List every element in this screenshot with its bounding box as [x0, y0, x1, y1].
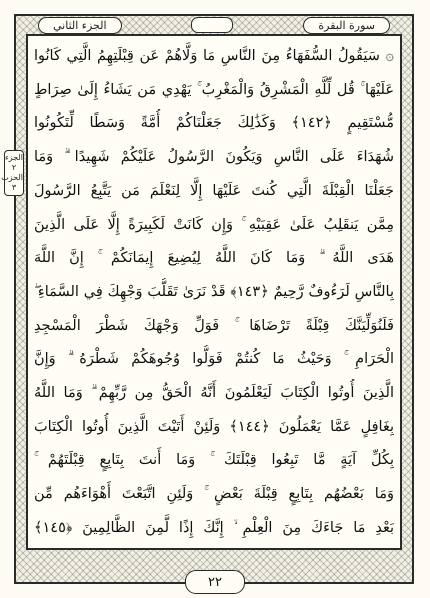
text-line: الَّذِينَ أُوتُوا الْكِتَابَ لَيَعْلَمُونَ أَنَّهُ الْحَقُّ مِن رَّبِّهِمْ ۗ وَمَا اللَّهُ — [34, 385, 394, 402]
text-line: بِكُلِّ آيَةٍ مَّا تَبِعُوا قِبْلَتَكَ ۚ وَمَا أَنتَ بِتَابِعٍ قِبْلَتَهُمْ ۚ — [34, 452, 394, 469]
surah-label: سورة البقرة — [303, 17, 390, 34]
text-line: الْحَرَامِ ۚ وَحَيْثُ مَا كُنتُمْ فَوَلُّوا وُجُوهَكُمْ شَطْرَهُ ۗ وَإِنَّ — [34, 351, 394, 368]
text-line: ۞ سَيَقُولُ السُّفَهَاءُ مِنَ النَّاسِ مَا وَلَّاهُمْ عَن قِبْلَتِهِمُ الَّتِي كَانُوا — [34, 48, 394, 64]
quran-text — [34, 42, 394, 542]
text-line: وَمَا بَعْضُهُم بِتَابِعٍ قِبْلَةَ بَعْضٍ ۚ وَلَئِنِ اتَّبَعْتَ أَهْوَاءَهُم مِّن — [34, 486, 394, 503]
text-line: بَعْدِ مَا جَاءَكَ مِنَ الْعِلْمِ ۙ إِنَّكَ إِذًا لَّمِنَ الظَّالِمِينَ ﴿١٤٥﴾ — [34, 519, 394, 536]
header-ornament — [191, 17, 233, 33]
text-line: بِغَافِلٍ عَمَّا يَعْمَلُونَ ﴿١٤٤﴾ وَلَئِنْ أَتَيْتَ الَّذِينَ أُوتُوا الْكِتَابَ — [34, 418, 394, 435]
text-line: عَلَيْهَا ۚ قُل لِّلَّهِ الْمَشْرِقُ وَالْمَغْرِبُ ۚ يَهْدِي مَن يَشَاءُ إِلَىٰ صِرَاطٍ — [34, 81, 394, 98]
text-line: فَلَنُوَلِّيَنَّكَ قِبْلَةً تَرْضَاهَا ۚ فَوَلِّ وَجْهَكَ شَطْرَ الْمَسْجِدِ — [34, 317, 394, 334]
text-line: جَعَلْنَا الْقِبْلَةَ الَّتِي كُنتَ عَلَيْهَا إِلَّا لِنَعْلَمَ مَن يَتَّبِعُ الرَّسُولَ — [34, 182, 394, 199]
page-header — [26, 14, 402, 36]
text-line: هَدَى اللَّهُ ۗ وَمَا كَانَ اللَّهُ لِيُضِيعَ إِيمَانَكُمْ ۚ إِنَّ اللَّهَ — [34, 250, 394, 267]
hizb-marker: الجزء ٢ الحزب ٣ — [4, 150, 24, 196]
page-number: ٢٢ — [185, 570, 245, 594]
juz-label: الجزء الثاني — [38, 17, 122, 34]
text-line: مِمَّن يَنقَلِبُ عَلَىٰ عَقِبَيْهِ ۚ وَإِن كَانَتْ لَكَبِيرَةً إِلَّا عَلَى الَّذِينَ — [34, 216, 394, 233]
text-line: بِالنَّاسِ لَرَءُوفٌ رَّحِيمٌ ﴿١٤٣﴾ قَدْ نَرَىٰ تَقَلُّبَ وَجْهِكَ فِي السَّمَاءِ ۖ — [34, 283, 394, 300]
text-line: مُّسْتَقِيمٍ ﴿١٤٢﴾ وَكَذَٰلِكَ جَعَلْنَاكُمْ أُمَّةً وَسَطًا لِّتَكُونُوا — [34, 115, 394, 132]
text-line: شُهَدَاءَ عَلَى النَّاسِ وَيَكُونَ الرَّسُولُ عَلَيْكُمْ شَهِيدًا ۗ وَمَا — [34, 149, 394, 166]
